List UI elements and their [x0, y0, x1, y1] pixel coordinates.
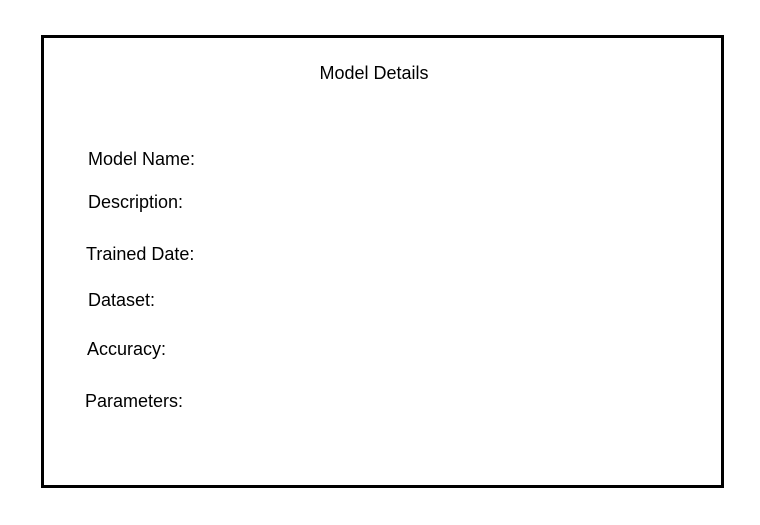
dataset-label: Dataset:	[88, 290, 156, 310]
model-name-label: Model Name:	[88, 149, 196, 169]
trained-date-label: Trained Date:	[86, 244, 195, 264]
panel-title: Model Details	[319, 63, 429, 83]
model-details-panel	[41, 35, 724, 488]
parameters-label: Parameters:	[85, 391, 184, 411]
accuracy-label: Accuracy:	[87, 339, 167, 359]
description-label: Description:	[88, 192, 184, 212]
